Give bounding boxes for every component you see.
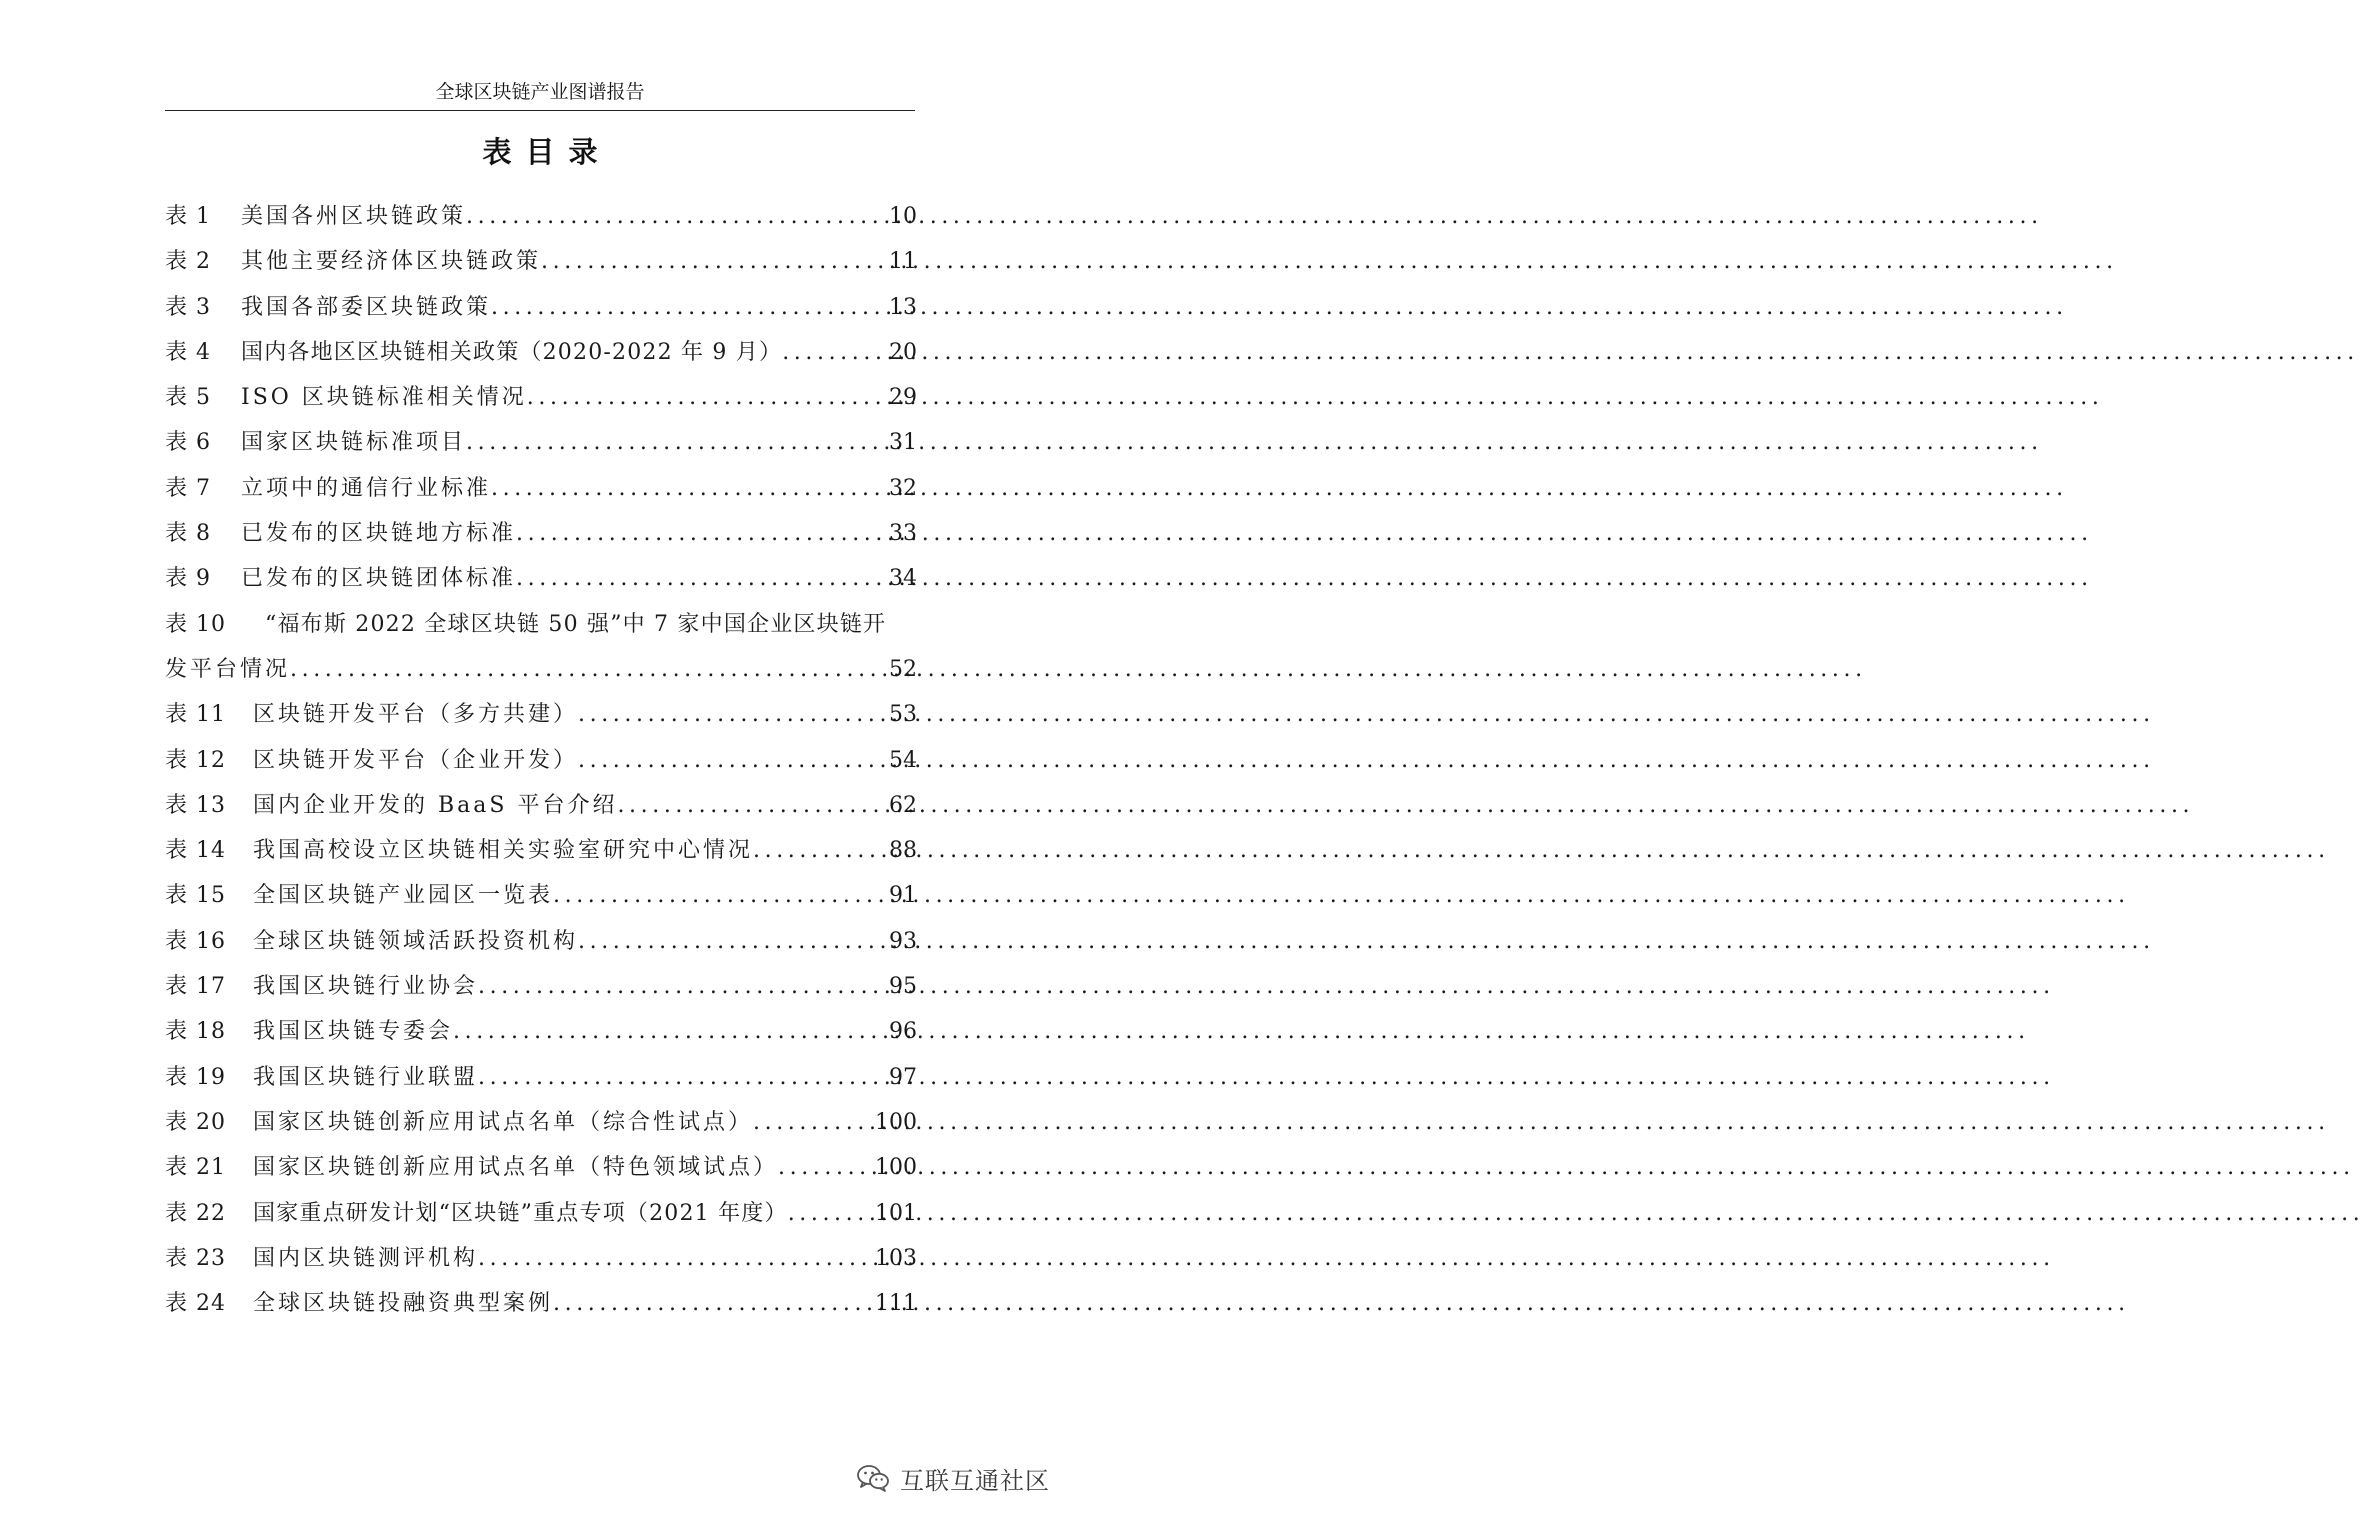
toc-entry-page: 93 bbox=[889, 928, 917, 954]
toc-entry-title: 我国区块链行业联盟 bbox=[253, 1064, 479, 1090]
toc-entry-title: 国内各地区区块链相关政策（2020-2022 年 9 月） bbox=[241, 339, 783, 365]
dot-leader bbox=[491, 285, 885, 330]
dot-leader bbox=[491, 466, 885, 511]
toc-entry[interactable] bbox=[165, 511, 917, 556]
toc-entry-page: 54 bbox=[889, 747, 917, 773]
toc-entry[interactable] bbox=[165, 1100, 917, 1145]
toc-entry-title: 国家区块链创新应用试点名单（特色领域试点） bbox=[253, 1155, 779, 1181]
toc-entry-page: 88 bbox=[889, 838, 917, 864]
toc-entry-label: 表 4 bbox=[165, 339, 211, 365]
toc-entry-page: 11 bbox=[889, 249, 917, 275]
toc-entry-page: 13 bbox=[889, 294, 917, 320]
toc-entry[interactable] bbox=[165, 420, 917, 465]
toc-entry-label: 表 13 bbox=[165, 792, 226, 818]
toc-entry-title: 区块链开发平台（多方共建） bbox=[253, 702, 579, 728]
toc-entry[interactable] bbox=[165, 375, 917, 420]
toc-entry-title: 立项中的通信行业标准 bbox=[241, 475, 492, 501]
dot-leader bbox=[478, 1236, 871, 1281]
dot-leader bbox=[516, 511, 885, 556]
toc-entry[interactable] bbox=[165, 1281, 917, 1326]
dot-leader bbox=[478, 964, 885, 1009]
toc-entry-title: 区块链开发平台（企业开发） bbox=[253, 747, 579, 773]
toc-entry-page: 100 bbox=[875, 1155, 917, 1181]
toc-entry-label: 表 1 bbox=[165, 204, 211, 229]
toc-entry-title: 国内企业开发的 BaaS 平台介绍 bbox=[253, 792, 618, 818]
toc-entry-label: 表 21 bbox=[165, 1155, 226, 1181]
dot-leader bbox=[527, 375, 885, 420]
toc-entry-page: 32 bbox=[889, 475, 917, 501]
toc-entry-page: 91 bbox=[889, 883, 917, 909]
toc-entry-title: 我国区块链行业协会 bbox=[253, 974, 479, 1000]
dot-leader bbox=[466, 420, 885, 465]
toc-entry[interactable] bbox=[165, 1055, 917, 1100]
toc-entry-title: 国内区块链测评机构 bbox=[253, 1245, 479, 1271]
toc-entry[interactable] bbox=[165, 602, 917, 647]
toc-entry-title: 美国各州区块链政策 bbox=[241, 204, 467, 229]
toc-entry-label: 表 2 bbox=[165, 249, 211, 275]
dot-leader bbox=[516, 556, 885, 601]
toc-entry-page: 101 bbox=[875, 1200, 917, 1226]
running-header: 全球区块链产业图谱报告 bbox=[435, 81, 645, 103]
dot-leader bbox=[753, 1100, 871, 1145]
toc-entry-label: 表 15 bbox=[165, 883, 226, 909]
toc-entry-page: 29 bbox=[889, 385, 917, 411]
toc-entry[interactable] bbox=[165, 738, 917, 783]
toc-entry-label: 表 16 bbox=[165, 928, 226, 954]
toc-entry-title: 我国区块链专委会 bbox=[253, 1019, 454, 1045]
dot-leader bbox=[617, 783, 885, 828]
toc-entry[interactable] bbox=[165, 692, 917, 737]
toc-entry-title: 我国高校设立区块链相关实验室研究中心情况 bbox=[253, 838, 754, 864]
dot-leader bbox=[578, 692, 885, 737]
header-rule bbox=[165, 110, 915, 111]
dot-leader bbox=[578, 738, 885, 783]
page-title: 表目录 bbox=[482, 135, 612, 169]
toc-entry[interactable] bbox=[165, 239, 917, 284]
toc-entry-title: 已发布的区块链团体标准 bbox=[241, 566, 517, 592]
dot-leader bbox=[453, 1009, 885, 1054]
watermark bbox=[856, 1458, 1050, 1498]
toc-entry-title: 国家重点研发计划“区块链”重点专项（2021 年度） bbox=[253, 1200, 788, 1226]
toc-entry-title: 其他主要经济体区块链政策 bbox=[241, 249, 542, 275]
dot-leader bbox=[778, 1145, 871, 1190]
toc-entry-page: 52 bbox=[889, 656, 917, 682]
toc-entry[interactable] bbox=[165, 783, 917, 828]
toc-entry-label: 表 8 bbox=[165, 521, 211, 547]
dot-leader bbox=[553, 1281, 871, 1326]
toc-entry[interactable] bbox=[165, 1145, 917, 1190]
toc-entry-label: 表 5 bbox=[165, 385, 211, 411]
toc-entry-title: ISO 区块链标准相关情况 bbox=[241, 385, 527, 411]
toc-entry-label: 表 3 bbox=[165, 294, 211, 320]
table-of-contents bbox=[165, 194, 917, 1326]
toc-entry-title: “福布斯 2022 全球区块链 50 强”中 7 家中国企业区块链开 bbox=[265, 611, 887, 637]
toc-entry-label: 表 6 bbox=[165, 430, 211, 456]
toc-entry-page: 103 bbox=[875, 1245, 917, 1271]
toc-entry-label: 表 20 bbox=[165, 1109, 226, 1135]
toc-entry-page: 100 bbox=[875, 1109, 917, 1135]
toc-entry-page: 10 bbox=[889, 204, 917, 229]
watermark-text: 互联互通社区 bbox=[900, 1466, 1050, 1495]
toc-entry-label: 表 7 bbox=[165, 475, 211, 501]
toc-entry-page: 31 bbox=[889, 430, 917, 456]
dot-leader bbox=[782, 330, 885, 375]
dot-leader bbox=[578, 919, 885, 964]
toc-entry-title: 全球区块链领域活跃投资机构 bbox=[253, 928, 579, 954]
toc-entry-title-continued: 发平台情况 bbox=[165, 656, 291, 682]
toc-entry-page: 95 bbox=[889, 974, 917, 1000]
toc-entry-page: 34 bbox=[889, 566, 917, 592]
wechat-icon bbox=[856, 1463, 890, 1493]
toc-entry-page: 20 bbox=[889, 339, 917, 365]
toc-entry[interactable] bbox=[165, 285, 917, 330]
toc-entry-label: 表 10 bbox=[165, 611, 226, 637]
toc-entry-page: 53 bbox=[889, 702, 917, 728]
dot-leader bbox=[553, 873, 885, 918]
toc-entry-page: 97 bbox=[889, 1064, 917, 1090]
dot-leader bbox=[478, 1055, 885, 1100]
dot-leader bbox=[541, 239, 885, 284]
toc-entry[interactable] bbox=[165, 194, 917, 239]
toc-entry[interactable] bbox=[165, 330, 917, 375]
dot-leader bbox=[753, 828, 885, 873]
toc-entry-label: 表 22 bbox=[165, 1200, 226, 1226]
toc-entry[interactable] bbox=[165, 556, 917, 601]
toc-entry[interactable] bbox=[165, 1191, 917, 1236]
toc-entry[interactable] bbox=[165, 466, 917, 511]
toc-entry-label: 表 23 bbox=[165, 1245, 226, 1271]
toc-entry-page: 96 bbox=[889, 1019, 917, 1045]
toc-entry[interactable] bbox=[165, 828, 917, 873]
toc-entry-title: 我国各部委区块链政策 bbox=[241, 294, 492, 320]
toc-entry-label: 表 19 bbox=[165, 1064, 226, 1090]
toc-entry-continuation[interactable] bbox=[165, 647, 917, 692]
toc-entry-label: 表 12 bbox=[165, 747, 226, 773]
toc-entry-page: 62 bbox=[889, 792, 917, 818]
toc-entry-label: 表 17 bbox=[165, 974, 226, 1000]
toc-entry-title: 全球区块链投融资典型案例 bbox=[253, 1291, 554, 1317]
toc-entry-title: 全国区块链产业园区一览表 bbox=[253, 883, 554, 909]
dot-leader bbox=[290, 647, 885, 692]
toc-entry-label: 表 11 bbox=[165, 702, 226, 728]
toc-entry[interactable] bbox=[165, 964, 917, 1009]
toc-entry-label: 表 24 bbox=[165, 1291, 226, 1317]
dot-leader bbox=[466, 194, 885, 239]
toc-entry[interactable] bbox=[165, 1236, 917, 1281]
toc-entry-label: 表 9 bbox=[165, 566, 211, 592]
toc-entry[interactable] bbox=[165, 919, 917, 964]
toc-entry-label: 表 14 bbox=[165, 838, 226, 864]
toc-entry-label: 表 18 bbox=[165, 1019, 226, 1045]
toc-entry-title: 国家区块链标准项目 bbox=[241, 430, 467, 456]
toc-entry-title: 国家区块链创新应用试点名单（综合性试点） bbox=[253, 1109, 754, 1135]
toc-entry[interactable] bbox=[165, 1009, 917, 1054]
toc-entry[interactable] bbox=[165, 873, 917, 918]
toc-entry-page: 111 bbox=[875, 1291, 917, 1317]
toc-entry-page: 33 bbox=[889, 521, 917, 547]
dot-leader bbox=[788, 1191, 871, 1236]
toc-entry-title: 已发布的区块链地方标准 bbox=[241, 521, 517, 547]
